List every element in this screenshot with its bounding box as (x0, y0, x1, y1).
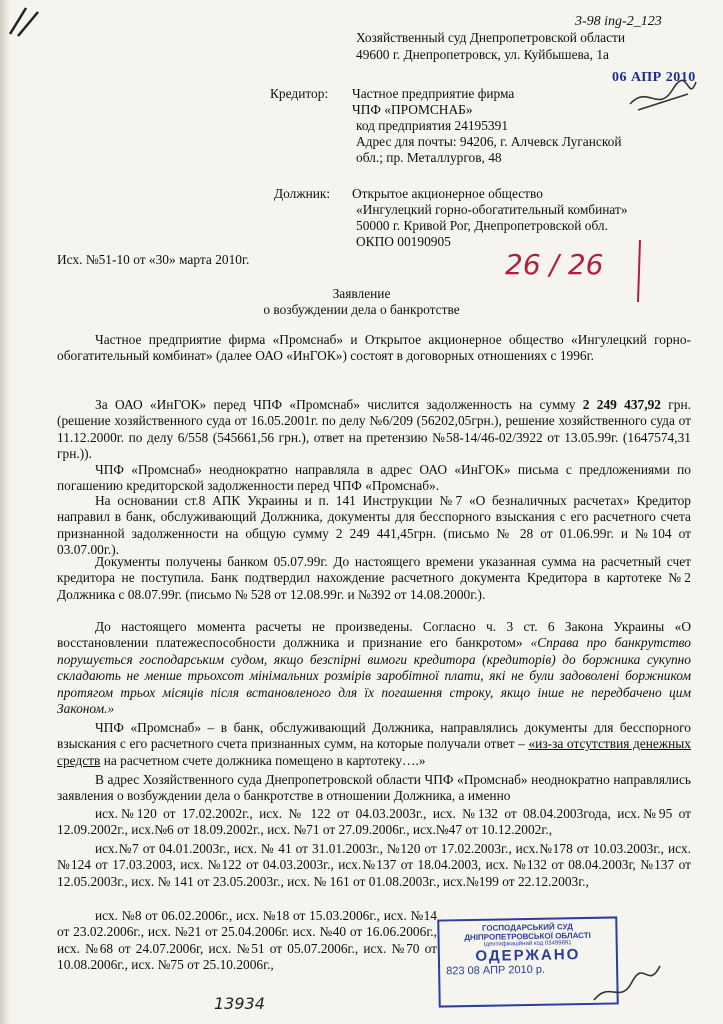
paragraph-text: грн. (решение хозяйственного суда от 16.05.2001г. по делу №6/209 (56202,05грн.), решение хозяйственного суда от 11.12.2000г. по делу 6/558 (545661,56 грн.), ответ на претензию №58-14/46-02/3922 от 13.05.99г. (1647574,31 грн.)). (57, 397, 691, 462)
handwritten-footer-number: 13934 (214, 994, 265, 1013)
signature-top-right (628, 74, 698, 114)
paragraph (57, 720, 691, 769)
court-address: 49600 г. Днепропетровск, ул. Куйбышева, 1а (356, 47, 609, 62)
debtor-line: «Ингулецкий горно-обогатительный комбинат» (356, 202, 628, 217)
outgoing-number: Исх. №51-10 от «30» марта 2010г. (57, 252, 250, 267)
paragraph (57, 772, 691, 805)
received-date-stamp: 06 АПР 2010 (612, 70, 696, 85)
document-id-stamp: 3-98 ing-2_123 (575, 14, 662, 29)
paragraph (57, 462, 691, 495)
debtor-line: ОКПО 00190905 (356, 234, 451, 249)
scan-edge (0, 0, 10, 1024)
paragraph (57, 554, 691, 603)
paragraph-text: Частное предприятие фирма «Промснаб» и Открытое акционерное общество «Ингулецкий горно-обогатительный комбинат» (далее ОАО «ИнГОК») состоят в договорных отношениях с 1996г. (57, 332, 691, 364)
paragraph (57, 332, 691, 365)
paragraph (57, 806, 691, 839)
debtor-label: Должник: (274, 186, 331, 201)
paragraph-text: на расчетном счете должника помещено в картотеку….» (100, 752, 426, 768)
paragraph-text: Документы получены банком 05.07.99г. До настоящего времени указанная сумма на расчетный счет кредитора не поступила. Банк подтвердил нахождение расчетного документа Кредитора в картотеке №2 Должника с 08.07.99г. (письмо № 528 от 12.08.99г. и №392 от 14.08.2000г.). (57, 554, 691, 602)
creditor-line: ЧПФ «ПРОМСНАБ» (352, 102, 473, 117)
signature-stamp (590, 960, 670, 1010)
paragraph-text: исх. №8 от 06.02.2006г., исх. №18 от 15.03.2006г., исх. №14 от 23.02.2006г., исх. №21 от 25.04.2006г. исх. №40 от 16.06.2006г., исх. №68 от 24.07.2006г, исх. №51 от 05.07.2006г., исх. №70 от 10.08.2006г., исх. №75 от 25.10.2006г., (57, 908, 437, 973)
paragraph (57, 397, 691, 463)
debt-amount: 2 249 437,92 (582, 397, 661, 412)
corner-pen-mark (8, 4, 48, 38)
creditor-label: Кредитор: (270, 86, 329, 101)
handwritten-case-number: 26 / 26 (505, 248, 604, 281)
creditor-line: Адрес для почты: 94206, г. Алчевск Луганской (356, 134, 622, 149)
paragraph-text: До настоящего момента расчеты не произведены. Согласно ч. 3 ст. 6 Закона Украины «О восстановлении платежеспособности должника и признание его банкротом» (57, 619, 691, 651)
document-subtitle: о возбуждении дела о банкротстве (263, 302, 460, 317)
paragraph-text: исх.№120 от 17.02.2002г., исх. № 122 от 04.03.2003г., исх. №132 от 08.04.2003года, исх.№95 от 12.09.2002г., исх.№6 от 18.09.2002г., исх. №71 от 27.09.2006г., исх.№47 от 10.12.2002г., (57, 806, 691, 838)
document-title: Заявление (332, 286, 391, 301)
stamp-date: 823 08 АПР 2010 р. (446, 963, 546, 978)
stamp-line: ГОСПОДАРСЬКИЙ СУД (481, 922, 573, 933)
paragraph (57, 841, 691, 890)
stamp-line: ДНІПРОПЕТРОВСЬКОЇ ОБЛАСТІ (464, 930, 591, 943)
stamp-received-label: ОДЕРЖАНО (475, 946, 581, 965)
paragraph-text: В адрес Хозяйственного суда Днепропетровской области ЧПФ «Промснаб» неоднократно направлялись заявления о возбуждении дела о банкротстве в отношении Должника, а именно (57, 772, 691, 804)
paragraph (57, 619, 691, 717)
creditor-line: обл.; пр. Металлургов, 48 (356, 150, 502, 165)
paragraph-text: ЧПФ «Промснаб» неоднократно направляла в адрес ОАО «ИнГОК» письма с предложениями по погашению кредиторской задолженности перед ЧПФ «Промснаб». (57, 462, 691, 494)
stamp-line: Ідентифікаційний код 03499891 (483, 940, 572, 948)
debtor-line: 50000 г. Кривой Рог, Днепропетровской обл. (356, 218, 608, 233)
court-name: Хозяйственный суд Днепропетровской области (356, 30, 626, 45)
creditor-line: код предприятия 24195391 (356, 118, 509, 133)
paragraph-text: ЧПФ «Промснаб» – в банк, обслуживающий Должника, направлялись документы для бесспорного взыскания с его расчетного счета признанных сумм, на которые получали ответ – (57, 720, 691, 752)
law-quote: «Справа про банкрутство порушується господарським судом, якщо безспірні вимоги кредитора (кредиторів) до боржника сукупно складають не менше трьохсот мінімальних розмірів заробітної плати, які не були задоволені боржником протягом трьох місяців після встановленого для їх погашення строку, якщо інше не передбачено цим Законом.» (57, 635, 691, 717)
creditor-line: Частное предприятие фирма (352, 86, 515, 101)
paragraph (57, 493, 691, 559)
paragraph (57, 908, 437, 974)
paragraph-text: исх.№7 от 04.01.2003г., исх. № 41 от 31.01.2003г., №120 от 17.02.2003г., исх.№178 от 10.03.2003г., исх. №124 от 17.03.2003, исх. №122 от 04.03.2003г., исх.№137 от 18.04.2003, исх. №132 от 08.04.2003г, №137 от 12.05.2003г., исх. № 141 от 23.05.2003г., исх. № 161 от 01.08.2003г., исх.№199 от 22.12.2003г., (57, 841, 691, 889)
bank-response-quote: «из-за отсутствия денежных средств (57, 736, 691, 768)
paragraph-text: За ОАО «ИнГОК» перед ЧПФ «Промснаб» числится задолженность на сумму (95, 397, 583, 412)
paragraph-text: На основании ст.8 АПК Украины и п. 141 Инструкции №7 «О безналичных расчетах» Кредитор направил в банк, обслуживающий Должника, документы для бесспорного взыскания с его расчетного счета признанной задолженности на общую сумму 2 249 441,45грн. (письмо № 28 от 01.06.99г. и №104 от 03.07.00г.). (57, 493, 691, 558)
debtor-line: Открытое акционерное общество (352, 186, 543, 201)
